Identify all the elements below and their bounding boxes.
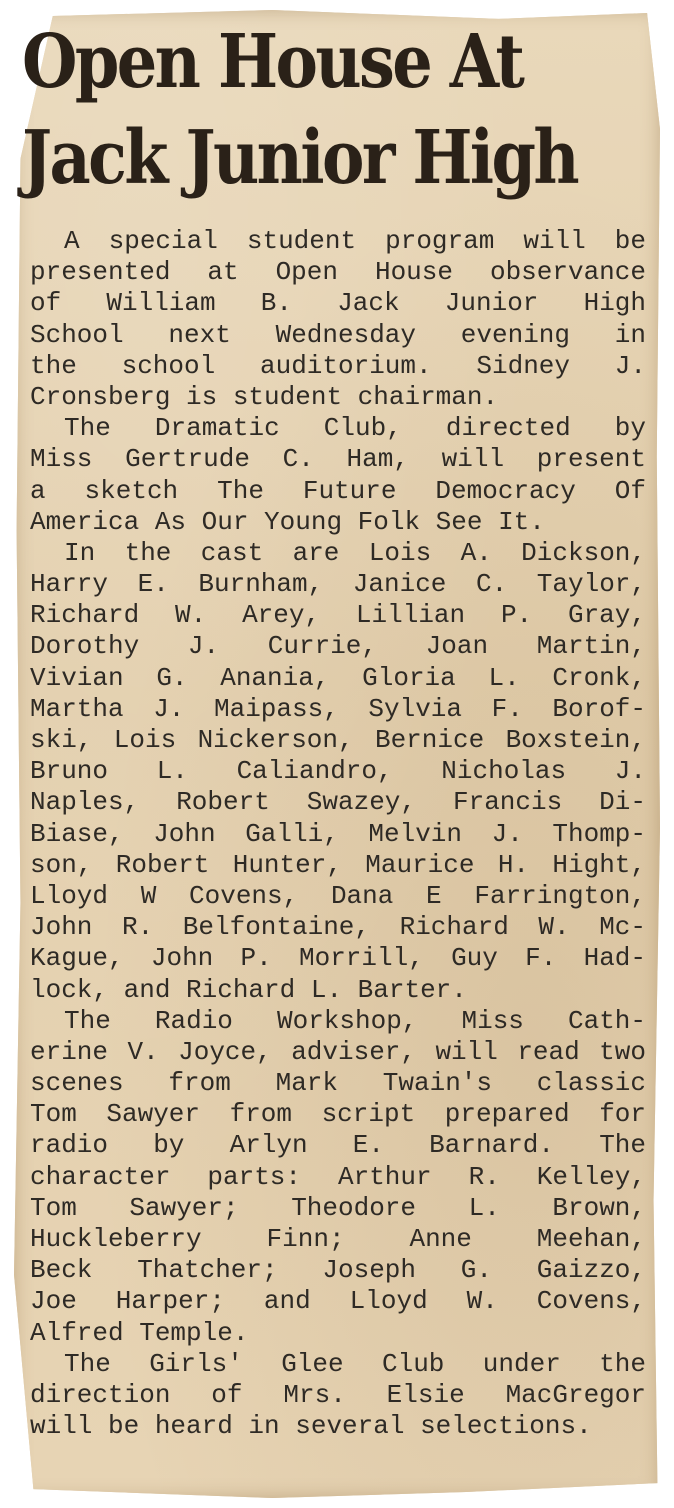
- article-line: of William B. Jack Junior High: [30, 288, 646, 319]
- article-line: The Dramatic Club, directed by: [64, 413, 646, 444]
- article-paragraph: [30, 1006, 646, 1349]
- article-body: [30, 226, 646, 1442]
- article-line: John R. Belfontaine, Richard W. Mc-: [30, 912, 646, 943]
- article-paragraph: [30, 413, 646, 538]
- article-line: The Girls' Glee Club under the: [64, 1348, 646, 1379]
- article-line: Kague, John P. Morrill, Guy F. Had-: [30, 943, 646, 974]
- article-line: lock, and Richard L. Barter.: [30, 974, 467, 1005]
- article-line: scenes from Mark Twain's classic: [30, 1068, 646, 1099]
- article-line: Huckleberry Finn; Anne Meehan,: [30, 1224, 646, 1254]
- article-line: Cronsberg is student chairman.: [30, 381, 499, 412]
- article-line: son, Robert Hunter, Maurice H. Hight,: [30, 849, 646, 880]
- article-line: Bruno L. Caliandro, Nicholas J.: [30, 756, 646, 787]
- headline: [22, 14, 578, 206]
- article-line: Vivian G. Anania, Gloria L. Cronk,: [30, 662, 646, 693]
- article-line: Joe Harper; and Lloyd W. Covens,: [30, 1286, 646, 1317]
- article-line: will be heard in several selections.: [30, 1411, 592, 1442]
- article-line: Richard W. Arey, Lillian P. Gray,: [30, 600, 646, 631]
- headline-line-2: Jack Junior High: [22, 115, 578, 201]
- article-line: Tom Sawyer from script prepared for: [30, 1099, 646, 1130]
- article-line: In the cast are Lois A. Dickson,: [64, 537, 646, 568]
- article-line: Harry E. Burnham, Janice C. Taylor,: [30, 569, 646, 600]
- article-line: Tom Sawyer; Theodore L. Brown,: [30, 1192, 646, 1223]
- article-line: Biase, John Galli, Melvin J. Thomp-: [30, 818, 646, 849]
- article-line: America As Our Young Folk See It.: [30, 506, 545, 537]
- article-line: Beck Thatcher; Joseph G. Gaizzo,: [30, 1255, 646, 1286]
- article-line: Dorothy J. Currie, Joan Martin,: [30, 631, 646, 662]
- article-line: character parts: Arthur R. Kelley,: [30, 1161, 646, 1192]
- article-line: direction of Mrs. Elsie MacGregor: [30, 1379, 646, 1410]
- article-line: Miss Gertrude C. Ham, will present: [30, 444, 646, 475]
- article-line: a sketch The Future Democracy Of: [30, 475, 646, 506]
- article-line: Naples, Robert Swazey, Francis Di-: [30, 787, 646, 818]
- article-line: Alfred Temple.: [30, 1317, 249, 1348]
- article-paragraph: [30, 226, 646, 413]
- article-line: presented at Open House observance: [30, 257, 646, 288]
- article-line: A special student program will be: [64, 226, 646, 256]
- article-paragraph: [30, 1349, 646, 1443]
- article-paragraph: [30, 538, 646, 1006]
- article-line: The Radio Workshop, Miss Cath-: [64, 1005, 646, 1036]
- headline-line-1: Open House At: [22, 19, 523, 105]
- article-line: radio by Arlyn E. Barnard. The: [30, 1130, 646, 1161]
- article-line: the school auditorium. Sidney J.: [30, 350, 646, 381]
- article-line: ski, Lois Nickerson, Bernice Boxstein,: [30, 725, 646, 755]
- article-line: School next Wednesday evening in: [30, 319, 646, 350]
- article-line: Martha J. Maipass, Sylvia F. Borof-: [30, 693, 646, 724]
- article-line: Lloyd W Covens, Dana E Farrington,: [30, 880, 646, 911]
- article-line: erine V. Joyce, adviser, will read two: [30, 1036, 646, 1067]
